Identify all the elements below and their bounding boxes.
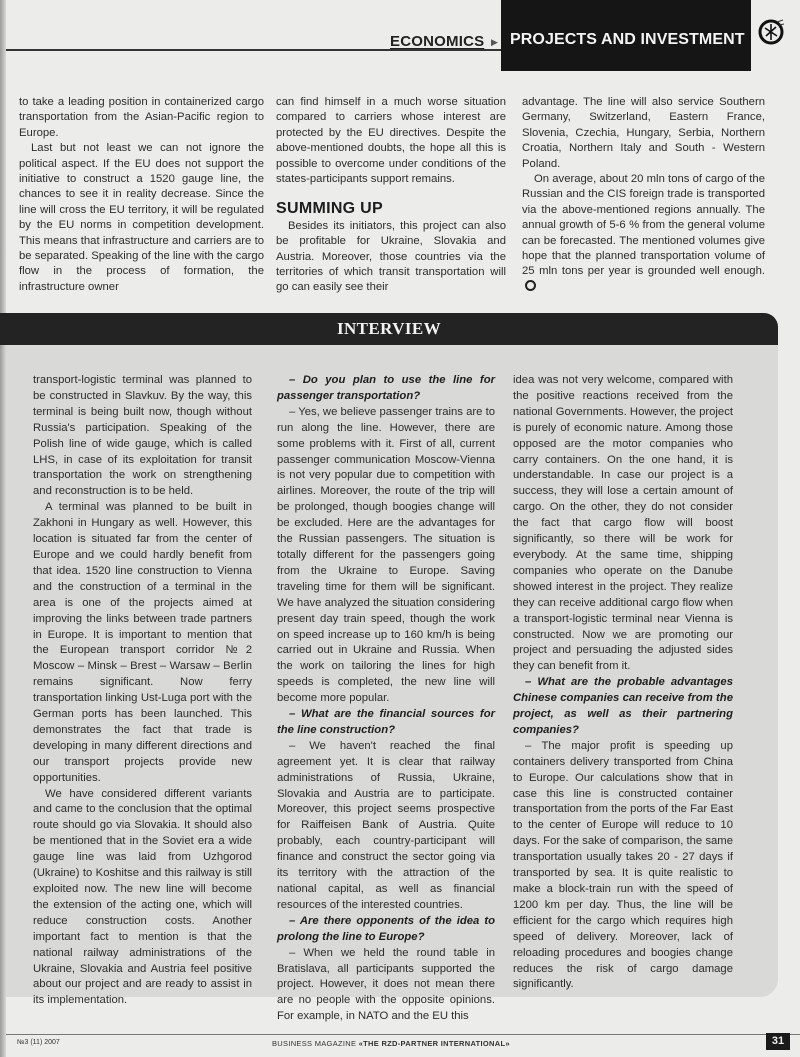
paragraph: Last but not least we can not ignore the political aspect. If the EU does not support the initiative to construct a 1520 gauge line, the chances to see it in reality decrease. Since the line will cross the EU territory, it will be regulated by the EU norms in competition development. This means that infrastructure and carriers are to be separated. Speaking of the line with the cargo flow in the process of formation, the infrastructure owner [19,142,264,293]
interview-question: – What are the financial sources for the line construction? [277,708,495,736]
article-column-1 [19,95,264,295]
interview-question: – Are there opponents of the idea to prolong the line to Europe? [277,914,495,943]
magazine-name [272,1039,510,1048]
interview-answer: – We haven't reached the final agreement yet. It is clear that railway administrations of Russia, Ukraine, Slovakia and Austria are to participate. Moreover, this project seems prospective for Raiffeisen Bank of Austria. Quite probably, each country-participant will finance and construct the sector going via its territory with the attraction of the national capital, as well as financial resources of the interested countries. [277,739,495,911]
article-column-3 [522,95,765,295]
rzd-partner-logo-icon [757,18,785,46]
section-title: PROJECTS AND INVESTMENT [510,31,745,48]
paragraph: advantage. The line will also service Southern Germany, Switzerland, Eastern France, Slovenia, Czechia, Hungary, Serbia, Northern Croatia, Northern Italy and South - Western Poland. [522,96,765,170]
section-label: ECONOMICS [390,33,485,50]
interview-question: – Do you plan to use the line for passenger transportation? [277,374,495,402]
paragraph: On average, about 20 mln tons of cargo of the Russian and the CIS foreign trade is transported via the above-mentioned regions annually. The annual growth of 5-6 % from the general volume can be forecasted. The mentioned volumes give hope that the planned transportation volume of 25 mln tons per year is grounded well enough. [522,173,765,278]
interview-column-1 [33,373,252,1009]
interview-column-3 [513,373,733,993]
subheading-summing-up: SUMMING UP [276,200,383,218]
paragraph: Besides its initiators, this project can also be profitable for Ukraine, Slovakia and Austria. Moreover, those countries via the territories of which transit transportation will go can easily see their [276,219,506,294]
interview-answer: – Yes, we believe passenger trains are to run along the line. However, there are some problems with it. First of all, current passenger communication Moscow-Vienna is not very popular due to competition with airlines. Moreover, the route of the trip will be prolonged, though boogies change will be excluded. Here are the advantages for the Russian passengers. The situation is totally different for the passengers going from the Ukraine to Europe. Saving traveling time for them will be significant. We have analyzed the situation considering present day train speed, though the work on speed increase up to 160 km/h is being carried out in Ukraine and Russia. When the work on tailoring the lines for high speeds is completed, the new line will become more popular. [277,405,495,705]
interview-answer: idea was not very welcome, compared with the positive reactions received from the national Governments. However, the project is purely of economic nature. Among those opposed are the motor companies who carry containers. On the one hand, it is understandable. In case our project is a success, they will lose a certain amount of cargo. On the other, they do not consider the fact that cargo flow will boost significantly, so there will be work for everybody. At the same time, shipping companies who operate on the Danube showed interest in the project. They realize they can receive additional cargo flow when a transport-logistic terminal near Vienna is constructed. Now we are promoting our project and persuading the adjusted sides they can benefit from it. [513,374,733,673]
magazine-title: «THE RZD-PARTNER INTERNATIONAL» [358,1039,510,1048]
magazine-prefix: BUSINESS MAGAZINE [272,1039,357,1048]
paragraph: can find himself in a much worse situation compared to carriers whose interest are protected by the EU directives. Despite the above-mentioned doubts, the hope all this is possible to overcome under conditions of the states-participants support remains. [276,96,506,186]
article-column-2 [276,95,506,296]
paragraph: We have considered different variants and came to the conclusion that the optimal route should go via Slovakia. It should also be mentioned that in the Soviet era a wide gauge line was laid from Uzhgorod (Ukraine) to Koshitse and this railway is still exploited now. The new line will become the extension of the acting one, which will reduce construction costs. Another important fact to mention is that the national railway administrations of the Ukraine, Slovakia and Austria feel positive about our project and are ready to assist in its implementation. [33,787,252,1007]
interview-answer: – When we held the round table in Bratislava, all participants supported the project. However, it does not mean there are no people with the opposite opinions. For example, in NATO and the EU this [277,946,495,1023]
paragraph: to take a leading position in containerized cargo transportation from the Asian-Pacific region to Europe. [19,96,264,139]
breadcrumb-arrow-icon: ▶ [491,37,498,47]
paragraph: A terminal was planned to be built in Zakhoni in Hungary as well. However, this location is situated far from the center of Europe and we could hardly benefit from that idea. 1520 line construction to Vienna and the construction of a terminal in the area is one of the projects aimed at improving the links between trade partners in Europe. It is important to mention that the European transport corridor №2 Moscow – Minsk – Brest – Warsaw – Berlin remains significant. Now ferry transportation linking Ust-Luga port with the German ports has been launched. This demonstrates the fact that trade is developing in many different directions and our transport projects provide new opportunities. [33,501,252,784]
interview-answer: – The major profit is speeding up containers delivery transported from China to Europe. Our calculations show that in case this line is constructed container transportation from the ports of the Far East to the center of Europe will reduce to 10 days. For the sake of comparison, the same transportation usually takes 20 - 27 days if transported by sea. It is quite realistic to make a block-train run with the speed of 1200 km per day. Thus, the line will be efficient for the cargo which requires high speed of delivery. Moreover, lack of reloading procedures and boogies change reduces the risk of cargo damage significantly. [513,739,733,991]
page-number: 31 [766,1033,790,1050]
footer-rule [6,1034,800,1035]
interview-title: INTERVIEW [336,319,442,338]
paragraph: transport-logistic terminal was planned to be constructed in Slavkuv. By the way, this terminal is being built now, though without Russia's participation. Speaking of the Polish line of wide gauge, which is called LHS, in case of its exploitation for transit transportation the work on strengthening and reconstruction is to be held. [33,374,252,498]
end-of-article-icon [525,280,536,291]
interview-column-2 [277,373,495,1025]
interview-question: – What are the probable advantages Chinese companies can receive from the project, as well as their partnering companies? [513,676,733,736]
issue-number: №3 (11) 2007 [17,1039,60,1046]
